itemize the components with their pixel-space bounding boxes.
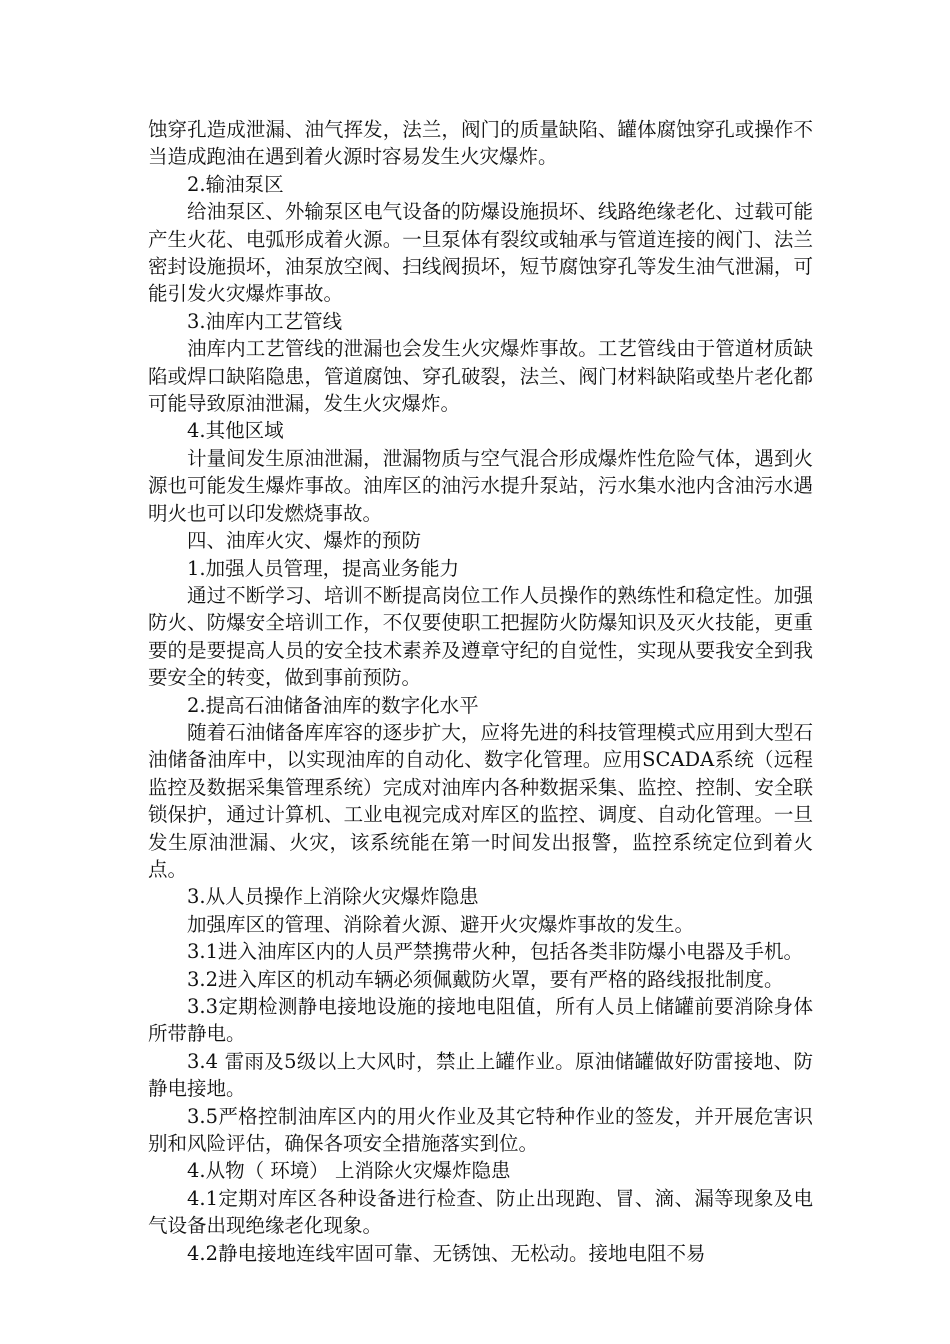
item-3-4: 3.4 雷雨及5级以上大风时，禁止上罐作业。原油储罐做好防雷接地、防静电接地。: [148, 1049, 813, 1101]
paragraph-process-pipelines: 油库内工艺管线的泄漏也会发生火灾爆炸事故。工艺管线由于管道材质缺陷或焊口缺陷隐患，管道腐蚀、穿孔破裂，法兰、阀门材料缺陷或垫片老化都可能导致原油泄漏，发生火灾爆炸。: [148, 337, 813, 416]
item-3-1: 3.1进入油库区内的人员严禁携带火种，包括各类非防爆小电器及手机。: [187, 940, 804, 964]
item-3-3: 3.3定期检测静电接地设施的接地电阻值，所有人员上储罐前要消除身体所带静电。: [148, 995, 813, 1046]
heading-personnel-management: 1.加强人员管理，提高业务能力: [187, 556, 460, 580]
heading-section-four: 四、油库火灾、爆炸的预防: [187, 529, 422, 553]
paragraph-oil-pump-area: 给油泵区、外输泵区电气设备的防爆设施损坏、线路绝缘老化、过载可能产生火花、电弧形成着火源。一旦泵体有裂纹或轴承与管道连接的阀门、法兰密封设施损坏，油泵放空阀、扫线阀损坏，短节腐蚀穿孔等发生油气泄漏，可能引发火灾爆炸事故。: [148, 200, 813, 306]
paragraph-other-areas: 计量间发生原油泄漏，泄漏物质与空气混合形成爆炸性危险气体，遇到火源也可能发生爆炸事故。油库区的油污水提升泵站，污水集水池内含油污水遇明火也可以印发燃烧事故。: [148, 446, 813, 525]
paragraph-personnel-management: 通过不断学习、培训不断提高岗位工作人员操作的熟练性和稳定性。加强防火、防爆安全培训工作，不仅要使职工把握防火防爆知识及灭火技能，更重要的是要提高人员的安全技术素养及遵章守纪的自觉性，实现从要我安全到我要安全的转变，做到事前预防。: [148, 583, 813, 690]
item-3-5: 3.5严格控制油库区内的用火作业及其它特种作业的签发，并开展危害识别和风险评估，确保各项安全措施落实到位。: [148, 1104, 813, 1156]
heading-environment: 4.从物（ 环境） 上消除火灾爆炸隐患: [187, 1159, 511, 1183]
heading-oil-pump-area: 2.输油泵区: [187, 172, 284, 196]
heading-digitalization: 2.提高石油储备油库的数字化水平: [187, 693, 479, 717]
paragraph-continuation: 蚀穿孔造成泄漏、油气挥发，法兰，阀门的质量缺陷、罐体腐蚀穿孔或操作不当造成跑油在遇到着火源时容易发生火灾爆炸。: [148, 118, 813, 169]
heading-other-areas: 4.其他区域: [187, 419, 284, 443]
item-3-2: 3.2进入库区的机动车辆必须佩戴防火罩，要有严格的路线报批制度。: [187, 967, 784, 991]
item-4-2: 4.2静电接地连线牢固可靠、无锈蚀、无松动。接地电阻不易: [187, 1241, 706, 1265]
paragraph-digitalization: 随着石油储备库库容的逐步扩大，应将先进的科技管理模式应用到大型石油储备油库中，以实现油库的自动化、数字化管理。应用SCADA系统（远程监控及数据采集管理系统）完成对油库内各种数据采集、监控、控制、安全联锁保护，通过计算机、工业电视完成对库区的监控、调度、自动化管理。一旦发生原油泄漏、火灾，该系统能在第一时间发出报警，监控系统定位到着火点。: [148, 720, 813, 881]
paragraph-personnel-operation: 加强库区的管理、消除着火源、避开火灾爆炸事故的发生。: [187, 912, 695, 936]
document-body: [148, 116, 813, 1267]
item-4-1: 4.1定期对库区各种设备进行检查、防止出现跑、冒、滴、漏等现象及电气设备出现绝缘老化现象。: [148, 1186, 813, 1238]
heading-process-pipelines: 3.油库内工艺管线: [187, 309, 343, 333]
heading-personnel-operation: 3.从人员操作上消除火灾爆炸隐患: [187, 885, 479, 909]
